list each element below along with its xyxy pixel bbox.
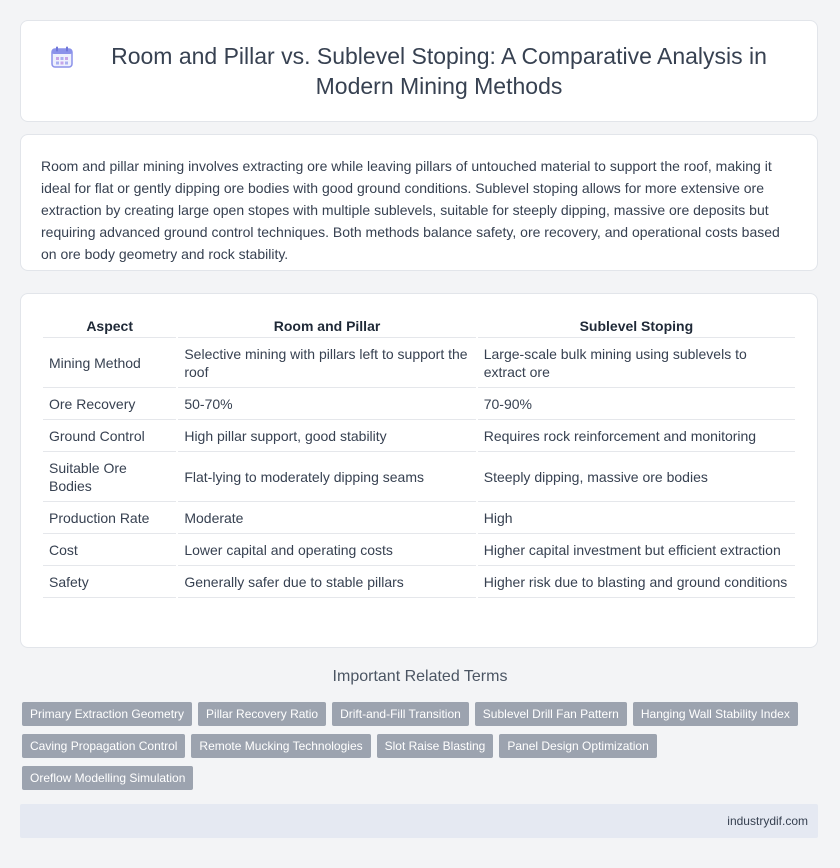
related-term-tag[interactable]: Slot Raise Blasting [377, 734, 494, 758]
row-room-and-pillar: Flat-lying to moderately dipping seams [178, 452, 475, 502]
related-terms-list [22, 702, 818, 790]
table-row [43, 566, 795, 598]
calendar-icon [49, 44, 75, 70]
comparison-table [41, 314, 797, 598]
related-term-tag[interactable]: Remote Mucking Technologies [191, 734, 370, 758]
page-title: Room and Pillar vs. Sublevel Stoping: A Comparative Analysis in Modern Mining Methods [111, 43, 767, 99]
related-term-tag[interactable]: Drift-and-Fill Transition [332, 702, 469, 726]
row-sublevel-stoping: Large-scale bulk mining using sublevels to extract ore [478, 338, 795, 388]
related-term-tag[interactable]: Pillar Recovery Ratio [198, 702, 326, 726]
row-room-and-pillar: 50-70% [178, 388, 475, 420]
header-room-and-pillar: Room and Pillar [178, 314, 475, 338]
intro-paragraph: Room and pillar mining involves extracting ore while leaving pillars of untouched material to support the roof, making it ideal for flat or gently dipping ore bodies with good ground conditions. Sublevel stoping allows for more extensive ore extraction by creating large open stopes with multiple sublevels, suitable for steeply dipping, massive ore deposits but requiring advanced ground control techniques. Both methods balance safety, ore recovery, and operational costs based on ore body geometry and rock stability. [41, 158, 780, 262]
title-card [20, 20, 818, 122]
comparison-card [20, 293, 818, 648]
row-aspect: Ground Control [43, 420, 176, 452]
footer [20, 804, 818, 838]
row-sublevel-stoping: High [478, 502, 795, 534]
table-row [43, 452, 795, 502]
row-aspect: Ore Recovery [43, 388, 176, 420]
table-row [43, 534, 795, 566]
row-aspect: Suitable Ore Bodies [43, 452, 176, 502]
table-row [43, 338, 795, 388]
row-aspect: Cost [43, 534, 176, 566]
related-term-tag[interactable]: Primary Extraction Geometry [22, 702, 192, 726]
row-sublevel-stoping: 70-90% [478, 388, 795, 420]
related-term-tag[interactable]: Panel Design Optimization [499, 734, 656, 758]
related-term-tag[interactable]: Hanging Wall Stability Index [633, 702, 798, 726]
row-sublevel-stoping: Higher risk due to blasting and ground conditions [478, 566, 795, 598]
title-wrap [39, 41, 799, 101]
related-term-tag[interactable]: Caving Propagation Control [22, 734, 185, 758]
table-row [43, 420, 795, 452]
related-term-tag[interactable]: Oreflow Modelling Simulation [22, 766, 193, 790]
row-sublevel-stoping: Steeply dipping, massive ore bodies [478, 452, 795, 502]
related-term-tag[interactable]: Sublevel Drill Fan Pattern [475, 702, 627, 726]
row-sublevel-stoping: Requires rock reinforcement and monitoring [478, 420, 795, 452]
table-row [43, 502, 795, 534]
row-room-and-pillar: Generally safer due to stable pillars [178, 566, 475, 598]
footer-site-link[interactable]: industrydif.com [727, 814, 808, 828]
row-sublevel-stoping: Higher capital investment but efficient extraction [478, 534, 795, 566]
header-aspect: Aspect [43, 314, 176, 338]
row-aspect: Mining Method [43, 338, 176, 388]
related-terms-heading: Important Related Terms [332, 668, 508, 685]
table-header-row [43, 314, 795, 338]
row-room-and-pillar: Selective mining with pillars left to support the roof [178, 338, 475, 388]
row-aspect: Production Rate [43, 502, 176, 534]
row-room-and-pillar: High pillar support, good stability [178, 420, 475, 452]
row-aspect: Safety [43, 566, 176, 598]
row-room-and-pillar: Moderate [178, 502, 475, 534]
row-room-and-pillar: Lower capital and operating costs [178, 534, 475, 566]
header-sublevel-stoping: Sublevel Stoping [478, 314, 795, 338]
intro-card [20, 134, 818, 271]
table-row [43, 388, 795, 420]
